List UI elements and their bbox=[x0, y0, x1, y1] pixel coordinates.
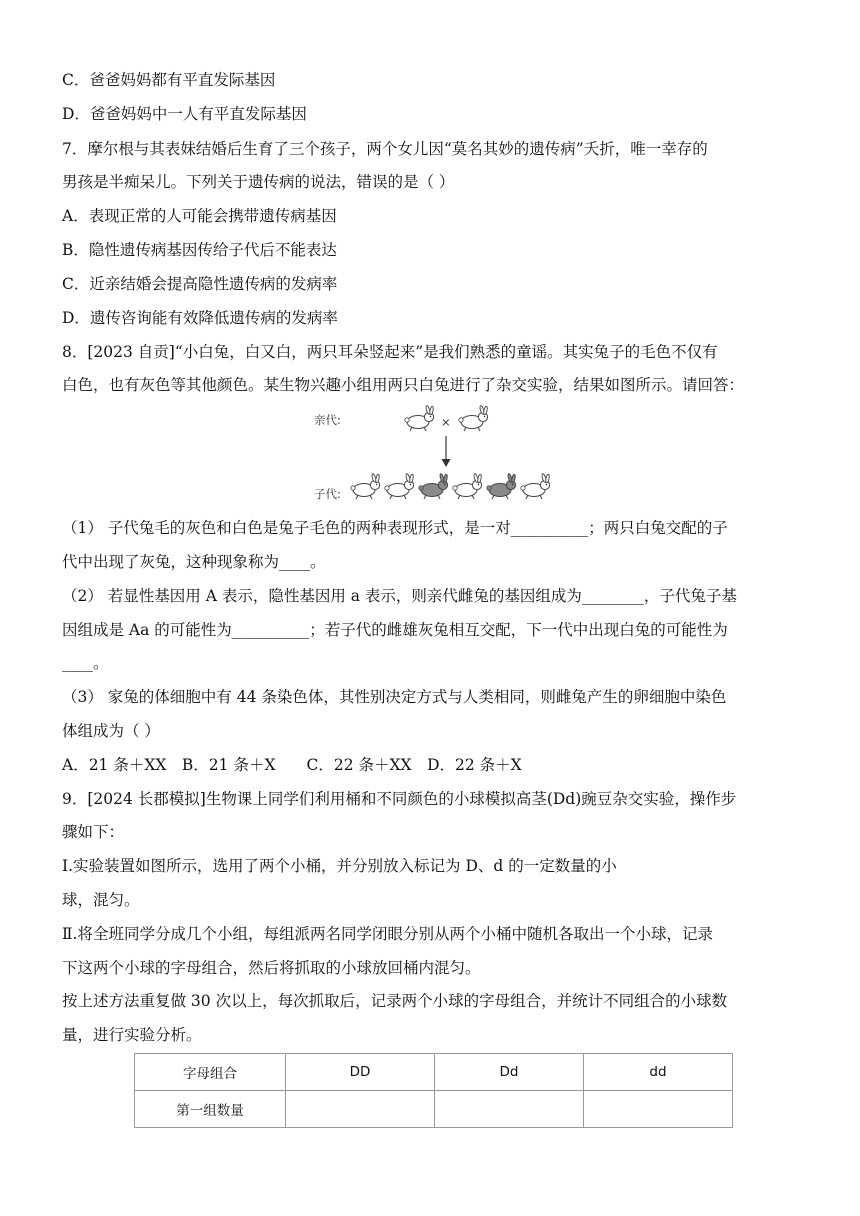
parent-rabbits bbox=[405, 405, 488, 431]
offspring-rabbit-white bbox=[453, 473, 482, 499]
option-7c: C．近亲结婚会提高隐性遗传病的发病率 bbox=[62, 275, 338, 293]
question-8-part-3-line-2: 体组成为（ ） bbox=[62, 722, 160, 740]
question-9-line-2: 骤如下： bbox=[62, 823, 125, 841]
table-header-cell: dd bbox=[584, 1054, 733, 1091]
question-8-part-2-line-1: （2） 若显性基因用 A 表示，隐性基因用 a 表示，则亲代雌兔的基因组成为________，子代兔子基 bbox=[62, 587, 737, 605]
cross-symbol: × bbox=[441, 415, 451, 429]
parent-rabbit-white bbox=[459, 405, 488, 431]
question-9-line-1: 9．[2024 长郡模拟]生物课上同学们利用桶和不同颜色的小球模拟高茎(Dd)豌豆杂交实验，操作步 bbox=[62, 790, 737, 808]
rabbit-cross-figure bbox=[300, 404, 570, 508]
question-8-line-1: 8．[2023 自贡]“小白兔，白又白，两只耳朵竖起来”是我们熟悉的童谣。其实兔子的毛色不仅有 bbox=[62, 343, 718, 361]
parent-generation-label: 亲代: bbox=[314, 413, 341, 427]
offspring-rabbit-white bbox=[521, 473, 550, 499]
question-8-line-2: 白色，也有灰色等其他颜色。某生物兴趣小组用两只白兔进行了杂交实验，结果如图所示。请回答： bbox=[62, 376, 745, 394]
table-row-label: 第一组数量 bbox=[135, 1091, 286, 1128]
question-8-part-2-line-2: 因组成是 Aa 的可能性为__________；若子代的雌雄灰兔相互交配，下一代中出现白兔的可能性为 bbox=[62, 621, 728, 639]
step-2-line-1: Ⅱ.将全班同学分成几个小组，每组派两名同学闭眼分别从两个小桶中随机各取出一个小球，记录 bbox=[62, 925, 713, 943]
question-8-part-2-line-3: ____。 bbox=[62, 654, 109, 672]
question-8-part-1-line-2: 代中出现了灰兔，这种现象称为____。 bbox=[62, 553, 326, 571]
question-8-part-3-options: A．21 条＋XX B．21 条＋X C．22 条＋XX D．22 条＋X bbox=[62, 756, 522, 774]
table-header-cell: Dd bbox=[435, 1054, 584, 1091]
option-7a: A．表现正常的人可能会携带遗传病基因 bbox=[62, 207, 337, 225]
offspring-generation-label: 子代: bbox=[314, 487, 341, 501]
question-8-part-1-line-1: （1） 子代兔毛的灰色和白色是兔子毛色的两种表现形式，是一对__________；两只白兔交配的子 bbox=[62, 519, 728, 537]
step-1-line-1: Ⅰ.实验装置如图所示，选用了两个小桶，并分别放入标记为 D、d 的一定数量的小 bbox=[62, 857, 617, 875]
question-8-part-3-line-1: （3） 家兔的体细胞中有 44 条染色体，其性别决定方式与人类相同，则雌兔产生的卵细胞中染色 bbox=[62, 688, 727, 706]
table-cell-dd-lower bbox=[584, 1091, 733, 1128]
option-6d: D．爸爸妈妈中一人有平直发际基因 bbox=[62, 105, 307, 123]
table-header-cell: DD bbox=[286, 1054, 435, 1091]
offspring-rabbit-gray bbox=[487, 473, 516, 499]
table-cell-dd-mixed bbox=[435, 1091, 584, 1128]
option-6c: C．爸爸妈妈都有平直发际基因 bbox=[62, 71, 276, 89]
question-7-line-1: 7．摩尔根与其表妹结婚后生育了三个孩子，两个女儿因“莫名其妙的遗传病”夭折，唯一幸存的 bbox=[62, 140, 708, 158]
parent-rabbit-white bbox=[405, 405, 434, 431]
rabbit-figure-svg bbox=[300, 404, 570, 508]
offspring-rabbit-white bbox=[351, 473, 380, 499]
repeat-instruction-line-2: 量，进行实验分析。 bbox=[62, 1026, 202, 1044]
tally-table bbox=[134, 1053, 733, 1128]
question-7-line-2: 男孩是半痴呆儿。下列关于遗传病的说法，错误的是（ ） bbox=[62, 173, 455, 191]
offspring-rabbit-white bbox=[385, 473, 414, 499]
repeat-instruction-line-1: 按上述方法重复做 30 次以上，每次抓取后，记录两个小球的字母组合，并统计不同组合的小球数 bbox=[62, 992, 728, 1010]
table-header-cell: 字母组合 bbox=[135, 1054, 286, 1091]
option-7d: D．遗传咨询能有效降低遗传病的发病率 bbox=[62, 309, 338, 327]
option-7b: B．隐性遗传病基因传给子代后不能表达 bbox=[62, 241, 337, 259]
offspring-rabbits bbox=[351, 473, 550, 499]
table-cell-dd-upper bbox=[286, 1091, 435, 1128]
offspring-rabbit-gray bbox=[419, 473, 448, 499]
table-header-row bbox=[135, 1054, 733, 1091]
step-2-line-2: 下这两个小球的字母组合，然后将抓取的小球放回桶内混匀。 bbox=[62, 959, 481, 977]
step-1-line-2: 球，混匀。 bbox=[62, 891, 140, 909]
table-row bbox=[135, 1091, 733, 1128]
